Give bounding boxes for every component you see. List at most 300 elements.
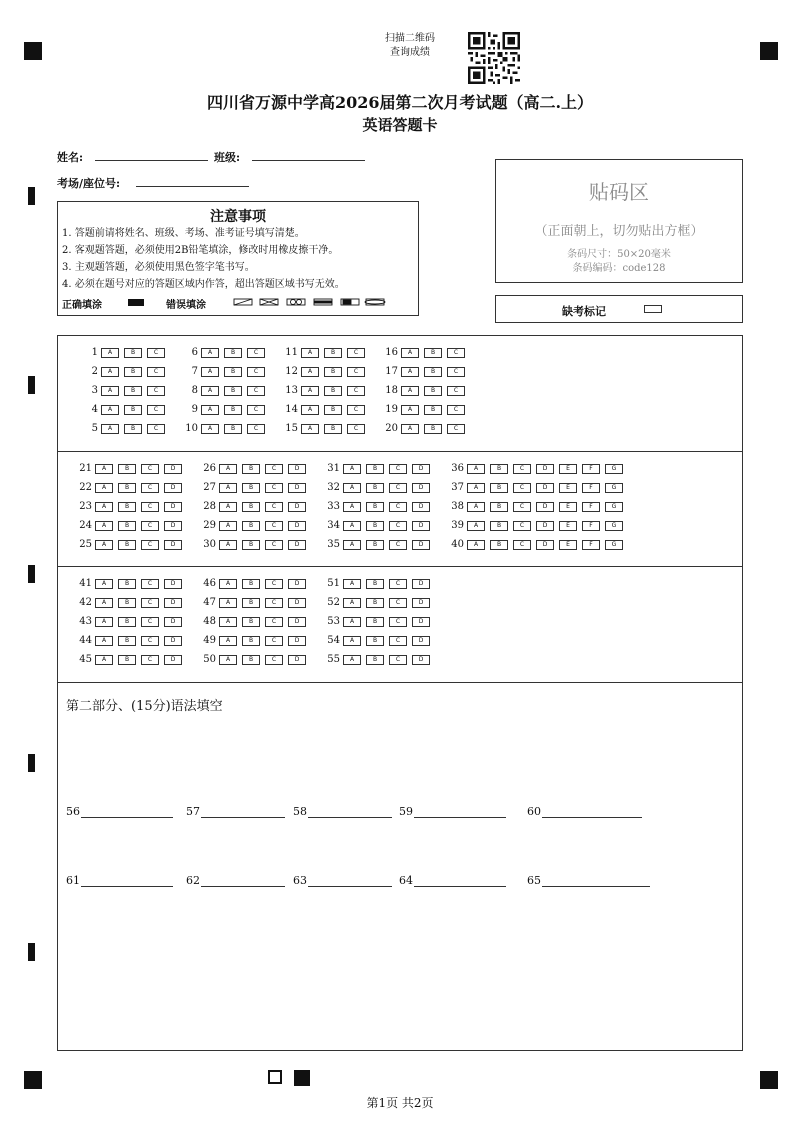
answer-bubble[interactable]: A <box>201 424 219 434</box>
answer-bubble[interactable]: C <box>347 405 365 415</box>
answer-bubble[interactable]: C <box>247 405 265 415</box>
answer-bubble[interactable]: F <box>582 521 600 531</box>
answer-bubble[interactable]: C <box>147 367 165 377</box>
question-number: 41 <box>79 578 92 589</box>
answer-bubble[interactable]: A <box>343 521 361 531</box>
question-41 <box>70 578 187 590</box>
grammar-blank-61[interactable] <box>66 874 173 887</box>
answer-bubble[interactable]: D <box>288 655 306 665</box>
question-number: 26 <box>203 463 216 474</box>
answer-bubble[interactable]: C <box>265 617 283 627</box>
question-27 <box>194 482 311 494</box>
answer-bubble[interactable]: A <box>467 521 485 531</box>
answer-bubble[interactable]: B <box>424 367 442 377</box>
answer-bubble[interactable]: C <box>513 464 531 474</box>
answer-bubble[interactable]: A <box>201 405 219 415</box>
answer-bubble[interactable]: D <box>412 617 430 627</box>
answer-bubble[interactable]: D <box>412 483 430 493</box>
answer-bubble[interactable]: B <box>242 598 260 608</box>
notice-item: 4. 必须在题号对应的答题区域内作答，超出答题区域书写无效。 <box>62 279 345 290</box>
answer-bubble[interactable]: B <box>324 405 342 415</box>
answer-bubble[interactable]: B <box>118 617 136 627</box>
answer-bubble[interactable]: A <box>95 483 113 493</box>
answer-bubble[interactable]: D <box>164 636 182 646</box>
answer-bubble[interactable]: B <box>242 502 260 512</box>
answer-bubble[interactable]: C <box>347 348 365 358</box>
seat-label: 考场/座位号: <box>57 177 121 190</box>
question-44 <box>70 635 187 647</box>
answer-bubble[interactable]: D <box>164 579 182 589</box>
answer-bubble[interactable]: E <box>559 483 577 493</box>
answer-bubble[interactable]: C <box>147 386 165 396</box>
answer-bubble[interactable]: B <box>366 655 384 665</box>
answer-bubble[interactable]: E <box>559 521 577 531</box>
answer-bubble[interactable]: B <box>366 636 384 646</box>
answer-bubble[interactable]: A <box>219 540 237 550</box>
answer-bubble[interactable]: C <box>389 617 407 627</box>
answer-bubble[interactable]: C <box>389 579 407 589</box>
answer-bubble[interactable]: A <box>219 655 237 665</box>
answer-bubble[interactable]: D <box>536 540 554 550</box>
answer-bubble[interactable]: D <box>288 579 306 589</box>
question-18 <box>376 385 470 397</box>
answer-bubble[interactable]: D <box>536 464 554 474</box>
answer-bubble[interactable]: C <box>141 464 159 474</box>
answer-bubble[interactable]: C <box>265 483 283 493</box>
answer-bubble[interactable]: B <box>324 367 342 377</box>
grammar-blank-56[interactable] <box>66 805 173 818</box>
answer-bubble[interactable]: A <box>343 617 361 627</box>
answer-bubble[interactable]: A <box>101 386 119 396</box>
answer-bubble[interactable]: A <box>343 540 361 550</box>
answer-bubble[interactable]: A <box>343 598 361 608</box>
answer-bubble[interactable]: C <box>265 655 283 665</box>
answer-bubble[interactable]: A <box>467 502 485 512</box>
answer-bubble[interactable]: B <box>324 386 342 396</box>
grammar-blank-58[interactable] <box>293 805 392 818</box>
answer-bubble[interactable]: D <box>412 502 430 512</box>
question-number: 27 <box>203 482 216 493</box>
answer-bubble[interactable]: B <box>224 386 242 396</box>
question-number: 44 <box>79 635 92 646</box>
answer-bubble[interactable]: G <box>605 502 623 512</box>
answer-bubble[interactable]: C <box>389 636 407 646</box>
answer-bubble[interactable]: B <box>490 540 508 550</box>
answer-bubble[interactable]: C <box>447 424 465 434</box>
answer-bubble[interactable]: C <box>389 521 407 531</box>
answer-bubble[interactable]: B <box>366 483 384 493</box>
grammar-section <box>57 682 743 1051</box>
answer-bubble[interactable]: C <box>265 636 283 646</box>
answer-bubble[interactable]: A <box>343 502 361 512</box>
seat-field[interactable] <box>136 186 249 187</box>
answer-bubble[interactable]: A <box>219 636 237 646</box>
question-number: 55 <box>327 654 340 665</box>
answer-bubble[interactable]: G <box>605 540 623 550</box>
answer-bubble[interactable]: E <box>559 502 577 512</box>
answer-bubble[interactable]: A <box>343 464 361 474</box>
answer-bubble[interactable]: D <box>164 521 182 531</box>
grammar-blank-63[interactable] <box>293 874 392 887</box>
answer-bubble[interactable]: D <box>536 483 554 493</box>
answer-bubble[interactable]: A <box>95 636 113 646</box>
answer-bubble[interactable]: A <box>101 405 119 415</box>
absent-mark-box <box>495 295 743 323</box>
grammar-blank-59[interactable] <box>399 805 506 818</box>
answer-bubble[interactable]: C <box>147 405 165 415</box>
answer-bubble[interactable]: B <box>424 424 442 434</box>
question-39 <box>442 520 628 532</box>
answer-bubble[interactable]: A <box>95 579 113 589</box>
question-number: 53 <box>327 616 340 627</box>
notice-box <box>57 201 419 316</box>
question-28 <box>194 501 311 513</box>
answer-bubble[interactable]: B <box>366 540 384 550</box>
answer-bubble[interactable]: F <box>582 464 600 474</box>
question-number: 30 <box>203 539 216 550</box>
answer-bubble[interactable]: G <box>605 464 623 474</box>
answer-bubble[interactable]: A <box>95 540 113 550</box>
question-49 <box>194 635 311 647</box>
answer-bubble[interactable]: B <box>124 348 142 358</box>
answer-bubble[interactable]: B <box>124 386 142 396</box>
answer-bubble[interactable]: C <box>389 483 407 493</box>
answer-bubble[interactable]: B <box>118 598 136 608</box>
answer-bubble[interactable]: D <box>288 502 306 512</box>
answer-bubble[interactable]: C <box>389 598 407 608</box>
answer-bubble[interactable]: A <box>219 502 237 512</box>
answer-bubble[interactable]: B <box>224 348 242 358</box>
answer-bubble[interactable]: B <box>118 655 136 665</box>
answer-bubble[interactable]: B <box>242 464 260 474</box>
answer-bubble[interactable]: B <box>242 617 260 627</box>
blank-number: 65 <box>527 874 541 887</box>
answer-bubble[interactable]: C <box>141 636 159 646</box>
answer-bubble[interactable]: D <box>412 636 430 646</box>
answer-bubble[interactable]: C <box>247 386 265 396</box>
answer-bubble[interactable]: A <box>401 424 419 434</box>
answer-bubble[interactable]: B <box>324 424 342 434</box>
answer-bubble[interactable]: C <box>513 502 531 512</box>
question-51 <box>318 578 435 590</box>
answer-bubble[interactable]: B <box>124 367 142 377</box>
answer-line[interactable] <box>201 874 285 887</box>
answer-line[interactable] <box>542 874 650 887</box>
question-29 <box>194 520 311 532</box>
answer-bubble[interactable]: B <box>490 464 508 474</box>
answer-bubble[interactable]: E <box>559 464 577 474</box>
answer-bubble[interactable]: A <box>219 464 237 474</box>
answer-bubble[interactable]: D <box>412 598 430 608</box>
answer-bubble[interactable]: D <box>288 521 306 531</box>
answer-bubble[interactable]: C <box>141 540 159 550</box>
answer-bubble[interactable]: B <box>118 521 136 531</box>
answer-bubble[interactable]: C <box>447 386 465 396</box>
answer-bubble[interactable]: A <box>467 540 485 550</box>
answer-bubble[interactable]: D <box>164 502 182 512</box>
answer-bubble[interactable]: B <box>366 502 384 512</box>
answer-bubble[interactable]: C <box>513 521 531 531</box>
answer-bubble[interactable]: B <box>242 579 260 589</box>
answer-bubble[interactable]: A <box>201 348 219 358</box>
answer-bubble[interactable]: D <box>536 502 554 512</box>
answer-bubble[interactable]: B <box>424 348 442 358</box>
question-number: 15 <box>285 423 298 434</box>
answer-bubble[interactable]: C <box>247 348 265 358</box>
answer-line[interactable] <box>414 874 506 887</box>
answer-bubble[interactable]: A <box>219 617 237 627</box>
answer-bubble[interactable]: B <box>124 424 142 434</box>
answer-bubble[interactable]: A <box>201 367 219 377</box>
question-number: 31 <box>327 463 340 474</box>
answer-bubble[interactable]: D <box>164 598 182 608</box>
answer-bubble[interactable]: D <box>412 521 430 531</box>
name-field[interactable] <box>95 160 208 161</box>
wrong-fill-label: 错误填涂 <box>166 300 206 311</box>
answer-bubble[interactable]: A <box>401 348 419 358</box>
question-23 <box>70 501 187 513</box>
answer-bubble[interactable]: C <box>389 655 407 665</box>
answer-bubble[interactable]: A <box>401 405 419 415</box>
answer-line[interactable] <box>542 805 642 818</box>
answer-bubble[interactable]: B <box>242 540 260 550</box>
answer-bubble[interactable]: B <box>366 598 384 608</box>
exam-title: 四川省万源中学高2026届第二次月考试题（高二.上） <box>206 93 594 112</box>
blank-number: 62 <box>186 874 200 887</box>
answer-bubble[interactable]: B <box>490 521 508 531</box>
qr-code-icon[interactable] <box>468 32 520 84</box>
paste-area-subtitle: （正面朝上，切勿贴出方框） <box>534 224 704 239</box>
answer-bubble[interactable]: C <box>447 348 465 358</box>
answer-bubble[interactable]: B <box>242 655 260 665</box>
answer-bubble[interactable]: B <box>242 521 260 531</box>
grammar-blank-64[interactable] <box>399 874 506 887</box>
question-number: 25 <box>79 539 92 550</box>
answer-bubble[interactable]: A <box>219 483 237 493</box>
answer-bubble[interactable]: B <box>424 405 442 415</box>
answer-line[interactable] <box>308 805 392 818</box>
answer-bubble[interactable]: B <box>224 367 242 377</box>
answer-bubble[interactable]: D <box>536 521 554 531</box>
answer-line[interactable] <box>201 805 285 818</box>
answer-bubble[interactable]: A <box>95 598 113 608</box>
grammar-blank-62[interactable] <box>186 874 285 887</box>
answer-bubble[interactable]: C <box>265 464 283 474</box>
answer-bubble[interactable]: D <box>164 483 182 493</box>
answer-bubble[interactable]: B <box>424 386 442 396</box>
answer-bubble[interactable]: C <box>265 579 283 589</box>
question-45 <box>70 654 187 666</box>
question-number: 43 <box>79 616 92 627</box>
answer-bubble[interactable]: C <box>141 617 159 627</box>
question-37 <box>442 482 628 494</box>
answer-bubble[interactable]: D <box>288 464 306 474</box>
answer-bubble[interactable]: F <box>582 540 600 550</box>
answer-bubble[interactable]: C <box>389 502 407 512</box>
answer-bubble[interactable]: C <box>513 540 531 550</box>
answer-bubble[interactable]: A <box>301 424 319 434</box>
question-number: 52 <box>327 597 340 608</box>
question-number: 3 <box>91 385 98 396</box>
class-field[interactable] <box>252 160 365 161</box>
answer-bubble[interactable]: A <box>301 348 319 358</box>
answer-bubble[interactable]: A <box>219 579 237 589</box>
answer-bubble[interactable]: C <box>265 521 283 531</box>
answer-bubble[interactable]: D <box>288 540 306 550</box>
question-number: 29 <box>203 520 216 531</box>
question-number: 34 <box>327 520 340 531</box>
answer-bubble[interactable]: A <box>343 636 361 646</box>
answer-bubble[interactable]: C <box>247 424 265 434</box>
question-number: 36 <box>451 463 464 474</box>
card-subtitle: 英语答题卡 <box>362 116 438 134</box>
answer-bubble[interactable]: A <box>201 386 219 396</box>
answer-bubble[interactable]: D <box>164 464 182 474</box>
answer-bubble[interactable]: A <box>343 655 361 665</box>
answer-bubble[interactable]: C <box>141 483 159 493</box>
answer-bubble[interactable]: C <box>447 367 465 377</box>
answer-bubble[interactable]: B <box>366 464 384 474</box>
answer-bubble[interactable]: C <box>141 598 159 608</box>
answer-bubble[interactable]: B <box>366 579 384 589</box>
answer-bubble[interactable]: B <box>118 502 136 512</box>
answer-bubble[interactable]: G <box>605 521 623 531</box>
answer-line[interactable] <box>81 874 173 887</box>
answer-bubble[interactable]: C <box>447 405 465 415</box>
answer-bubble[interactable]: F <box>582 502 600 512</box>
answer-bubble[interactable]: C <box>265 598 283 608</box>
answer-bubble[interactable]: D <box>288 617 306 627</box>
question-46 <box>194 578 311 590</box>
answer-bubble[interactable]: D <box>412 540 430 550</box>
question-number: 4 <box>91 404 98 415</box>
answer-bubble[interactable]: C <box>141 521 159 531</box>
question-14 <box>276 404 370 416</box>
grammar-blank-60[interactable] <box>527 805 642 818</box>
answer-bubble[interactable]: D <box>412 464 430 474</box>
answer-bubble[interactable]: C <box>141 579 159 589</box>
question-number: 11 <box>285 347 298 358</box>
answer-bubble[interactable]: B <box>118 464 136 474</box>
answer-bubble[interactable]: C <box>389 464 407 474</box>
answer-bubble[interactable]: F <box>582 483 600 493</box>
answer-bubble[interactable]: A <box>467 464 485 474</box>
answer-bubble[interactable]: C <box>347 424 365 434</box>
question-16 <box>376 347 470 359</box>
answer-bubble[interactable]: C <box>347 367 365 377</box>
grammar-blank-65[interactable] <box>527 874 650 887</box>
question-25 <box>70 539 187 551</box>
answer-bubble[interactable]: C <box>389 540 407 550</box>
answer-bubble[interactable]: B <box>242 483 260 493</box>
answer-bubble[interactable]: D <box>288 636 306 646</box>
answer-bubble[interactable]: A <box>401 386 419 396</box>
answer-bubble[interactable]: A <box>301 405 319 415</box>
answer-bubble[interactable]: A <box>401 367 419 377</box>
answer-bubble[interactable]: A <box>343 483 361 493</box>
answer-bubble[interactable]: C <box>247 367 265 377</box>
question-number: 19 <box>385 404 398 415</box>
answer-bubble[interactable]: A <box>95 617 113 627</box>
answer-bubble[interactable]: A <box>95 502 113 512</box>
blank-number: 57 <box>186 805 200 818</box>
answer-bubble[interactable]: C <box>141 502 159 512</box>
answer-bubble[interactable]: A <box>301 386 319 396</box>
answer-bubble[interactable]: D <box>164 655 182 665</box>
answer-bubble[interactable]: A <box>95 521 113 531</box>
answer-bubble[interactable]: B <box>124 405 142 415</box>
question-number: 13 <box>285 385 298 396</box>
answer-bubble[interactable]: C <box>147 348 165 358</box>
answer-bubble[interactable]: C <box>141 655 159 665</box>
question-22 <box>70 482 187 494</box>
answer-bubble[interactable]: D <box>412 655 430 665</box>
answer-bubble[interactable]: B <box>366 521 384 531</box>
answer-bubble[interactable]: B <box>118 636 136 646</box>
answer-bubble[interactable]: A <box>219 598 237 608</box>
answer-bubble[interactable]: A <box>343 579 361 589</box>
answer-bubble[interactable]: A <box>101 424 119 434</box>
answer-bubble[interactable]: C <box>265 540 283 550</box>
answer-bubble[interactable]: A <box>219 521 237 531</box>
wrong-fill-samples-icon <box>232 297 392 307</box>
question-24 <box>70 520 187 532</box>
absent-mark-checkbox[interactable] <box>644 305 662 313</box>
answer-bubble[interactable]: B <box>224 424 242 434</box>
answer-bubble[interactable]: A <box>301 367 319 377</box>
answer-bubble[interactable]: B <box>490 502 508 512</box>
answer-bubble[interactable]: D <box>412 579 430 589</box>
question-9 <box>176 404 270 416</box>
correct-fill-label: 正确填涂 <box>62 300 102 311</box>
answer-bubble[interactable]: A <box>467 483 485 493</box>
answer-line[interactable] <box>308 874 392 887</box>
answer-bubble[interactable]: C <box>513 483 531 493</box>
answer-bubble[interactable]: A <box>101 367 119 377</box>
answer-line[interactable] <box>414 805 506 818</box>
grammar-blank-57[interactable] <box>186 805 285 818</box>
answer-bubble[interactable]: G <box>605 483 623 493</box>
question-number: 45 <box>79 654 92 665</box>
answer-bubble[interactable]: B <box>224 405 242 415</box>
answer-bubble[interactable]: B <box>242 636 260 646</box>
answer-bubble[interactable]: C <box>347 386 365 396</box>
answer-bubble[interactable]: D <box>164 540 182 550</box>
question-number: 40 <box>451 539 464 550</box>
answer-bubble[interactable]: B <box>118 579 136 589</box>
answer-bubble[interactable]: B <box>324 348 342 358</box>
notice-item: 1. 答题前请将姓名、班级、考场、准考证号填写清楚。 <box>62 228 305 239</box>
answer-bubble[interactable]: E <box>559 540 577 550</box>
answer-bubble[interactable]: A <box>101 348 119 358</box>
question-52 <box>318 597 435 609</box>
answer-line[interactable] <box>81 805 173 818</box>
answer-bubble[interactable]: A <box>95 464 113 474</box>
question-34 <box>318 520 435 532</box>
notice-item: 3. 主观题答题，必须使用黑色签字笔书写。 <box>62 262 255 273</box>
answer-bubble[interactable]: B <box>490 483 508 493</box>
answer-bubble[interactable]: D <box>288 483 306 493</box>
answer-bubble[interactable]: B <box>118 483 136 493</box>
answer-bubble[interactable]: B <box>118 540 136 550</box>
answer-bubble[interactable]: D <box>288 598 306 608</box>
answer-bubble[interactable]: C <box>147 424 165 434</box>
question-17 <box>376 366 470 378</box>
answer-bubble[interactable]: A <box>95 655 113 665</box>
answer-bubble[interactable]: C <box>265 502 283 512</box>
answer-bubble[interactable]: D <box>164 617 182 627</box>
answer-bubble[interactable]: B <box>366 617 384 627</box>
